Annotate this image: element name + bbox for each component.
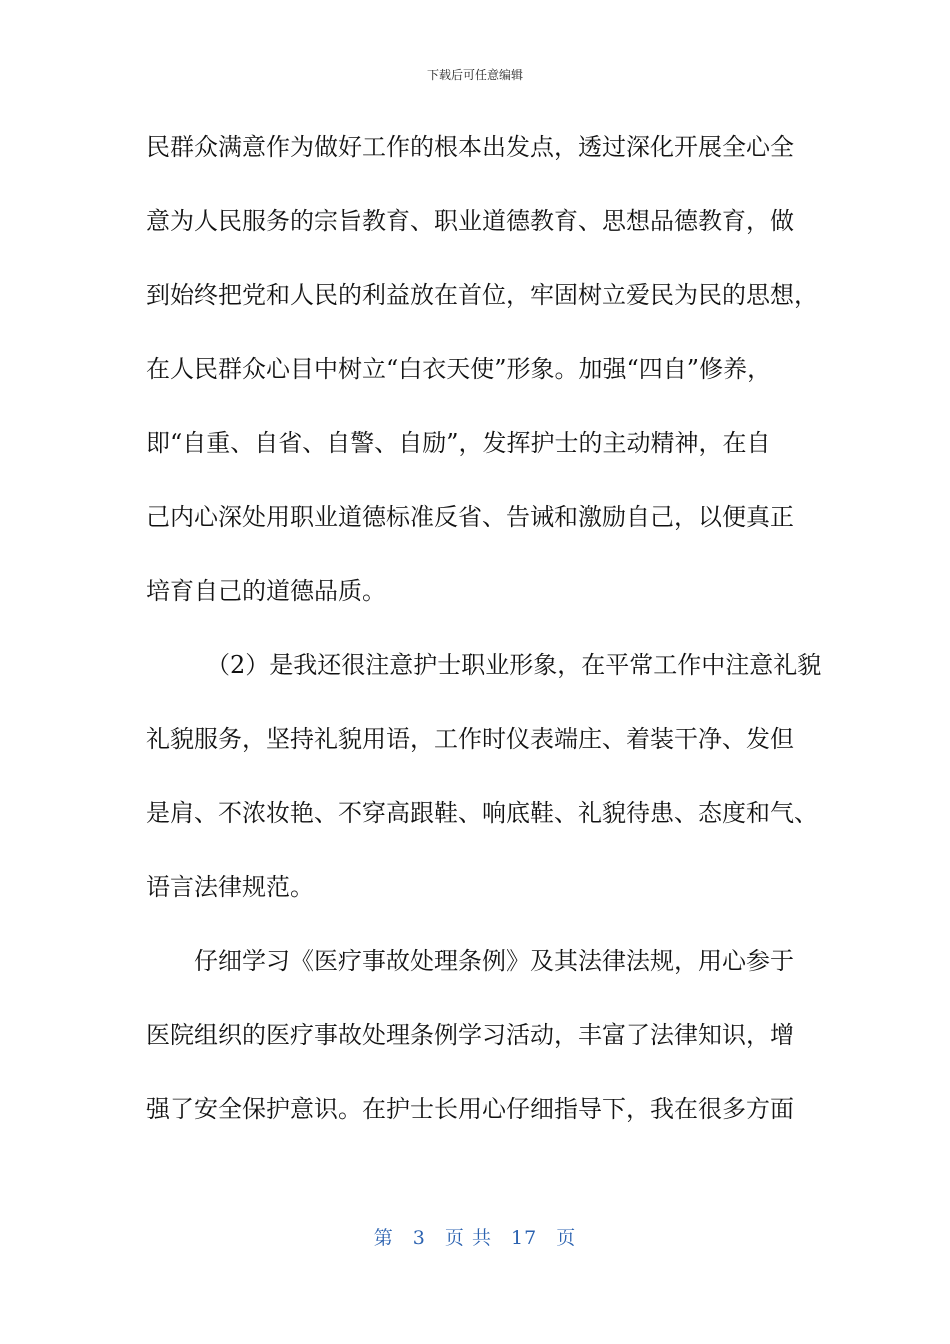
text-line: 意为人民服务的宗旨教育、职业道德教育、思想品德教育，做 [146, 207, 794, 235]
page-header: 下载后可任意编辑 [426, 68, 523, 82]
text-line: 是肩、不浓妆艳、不穿高跟鞋、响底鞋、礼貌待患、态度和气、 [146, 799, 818, 827]
text-line: 强了安全保护意识。在护士长用心仔细指导下，我在很多方面 [146, 1095, 794, 1123]
footer-middle: 页 共 [444, 1227, 492, 1249]
text-line: 语言法律规范。 [146, 873, 314, 901]
footer-page-number: 3 [412, 1227, 426, 1249]
text-line: 即“自重、自省、自警、自励”，发挥护士的主动精神，在自 [146, 429, 771, 457]
page-footer [0, 1226, 950, 1250]
footer-prefix: 第 [373, 1227, 394, 1249]
text-line: 培育自己的道德品质。 [146, 577, 386, 605]
text-line: 礼貌服务，坚持礼貌用语，工作时仪表端庄、着装干净、发但 [146, 725, 794, 753]
body-text [146, 120, 826, 1156]
text-line: 在人民群众心目中树立“白衣天使”形象。加强“四自”修养， [146, 355, 772, 383]
footer-total-pages: 17 [511, 1227, 538, 1249]
paragraph-start-line: 仔细学习《医疗事故处理条例》及其法律法规，用心参于 [194, 947, 794, 975]
text-line: 己内心深处用职业道德标准反省、告诫和激励自己，以便真正 [146, 503, 794, 531]
text-line: 民群众满意作为做好工作的根本出发点，透过深化开展全心全 [146, 133, 794, 161]
paragraph-start-line: （2）是我还很注意护士职业形象，在平常工作中注意礼貌 [206, 651, 822, 679]
text-line: 医院组织的医疗事故处理条例学习活动，丰富了法律知识，增 [146, 1021, 794, 1049]
footer-suffix: 页 [556, 1227, 577, 1249]
text-line: 到始终把党和人民的利益放在首位，牢固树立爱民为民的思想， [146, 281, 818, 309]
